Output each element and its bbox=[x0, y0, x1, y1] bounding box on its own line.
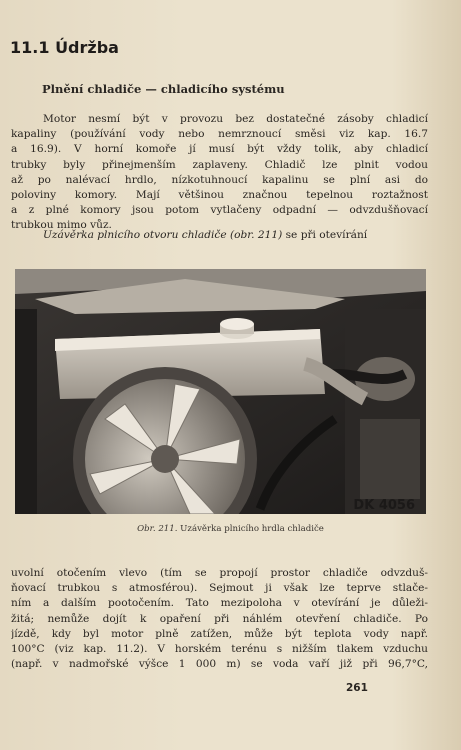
caption-text: Uzávěrka plnicího hrdla chladiče bbox=[177, 524, 324, 534]
text-line: žitá; nemůže dojít k opaření při náhlém otevření chladiče. Po bbox=[11, 612, 428, 625]
paragraph-intro bbox=[11, 112, 428, 234]
photo-watermark: DK 4056 bbox=[353, 498, 415, 513]
text-line: poloviny komory. Mají většinou značnou tepelnou roztažnost bbox=[11, 189, 428, 202]
text-fragment: se při otevírání bbox=[282, 229, 368, 241]
text-line: ním a dalším pootočením. Tato mezipoloha v otevírání je důleži- bbox=[11, 597, 428, 610]
figure-caption bbox=[0, 524, 461, 534]
text-line: jízdě, kdy byl motor plně zatížen, může být teplota vody např. bbox=[11, 627, 428, 640]
text-line: kapaliny (používání vody nebo nemrznoucí směsi viz kap. 16.7 bbox=[11, 128, 428, 141]
section-title: Údržba bbox=[55, 38, 119, 57]
figure-reference: Uzávěrka plnicího otvoru chladiče (obr. 211) bbox=[43, 229, 283, 241]
text-line: trubkou mimo vůz. bbox=[11, 219, 112, 232]
subsection-heading: Plnění chladiče — chladicího systému bbox=[42, 82, 285, 96]
text-line: trubky byly přinejmenším zaplaveny. Chladič lze plnit vodou bbox=[11, 158, 428, 171]
text-line: a z plné komory jsou potom vytlačeny odpadní — odvzdušňovací bbox=[11, 204, 428, 217]
radiator-photo bbox=[15, 269, 426, 514]
caption-label: Obr. 211. bbox=[137, 524, 178, 534]
paragraph-continuation bbox=[11, 566, 428, 672]
text-line: až po nalévací hrdlo, nízkotuhnoucí kapalinu se plní asi do bbox=[11, 173, 428, 186]
text-line: uvolní otočením vlevo (tím se propojí prostor chladiče odvzduš- bbox=[11, 567, 428, 579]
text-line: ňovací trubkou s atmosférou). Sejmout ji však lze teprve stlače- bbox=[11, 582, 428, 595]
page-number: 261 bbox=[346, 682, 368, 694]
text-line: Motor nesmí být v provozu bez dostatečné zásoby chladicí bbox=[43, 113, 428, 125]
text-line: (např. v nadmořské výšce 1 000 m) se voda vaří již při 96,7°C, bbox=[11, 658, 428, 671]
text-line bbox=[11, 228, 428, 243]
section-heading bbox=[10, 38, 119, 57]
text-line: 100°C (viz kap. 11.2). V horském terénu s nižším tlakem vzduchu bbox=[11, 643, 428, 656]
text-line: a 16.9). V horní komoře jí musí být vždy tolik, aby chladicí bbox=[11, 143, 428, 156]
paragraph-cap-lead bbox=[11, 228, 428, 243]
section-number: 11.1 bbox=[10, 38, 50, 57]
